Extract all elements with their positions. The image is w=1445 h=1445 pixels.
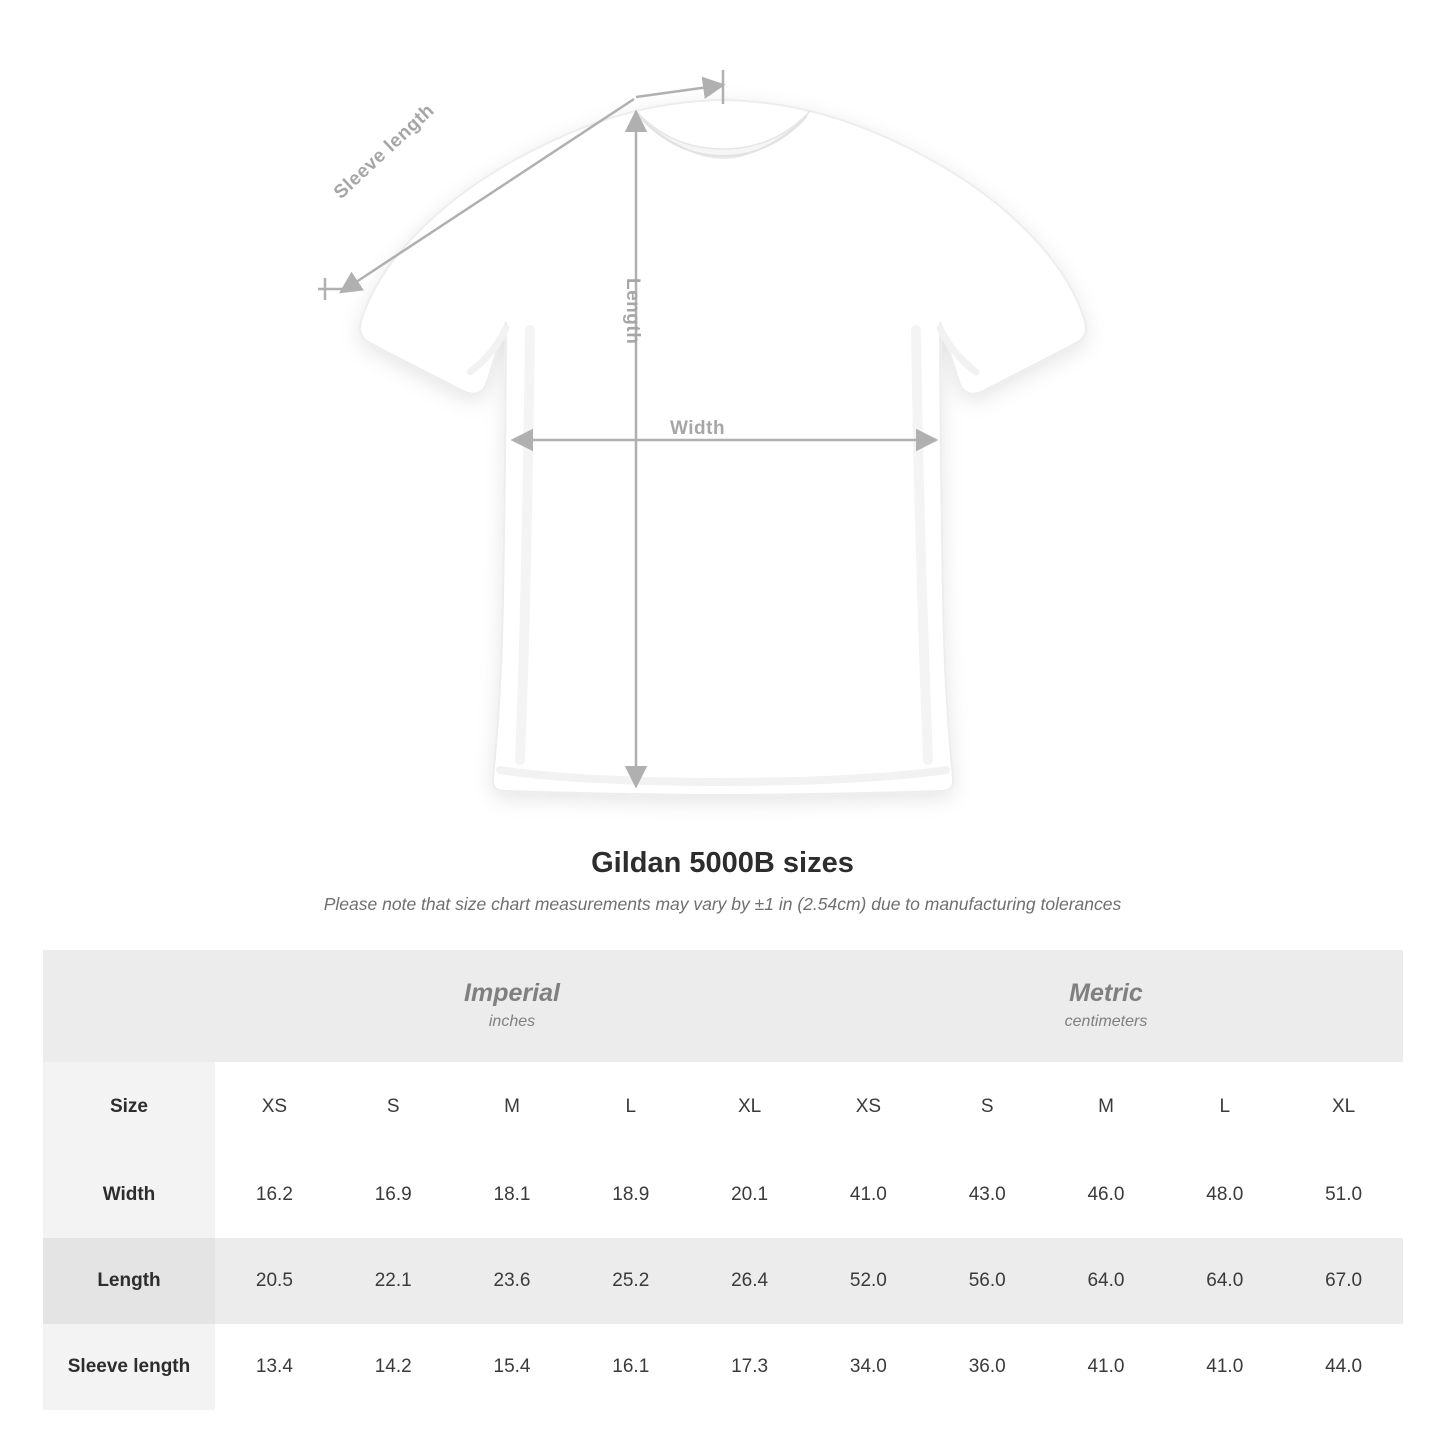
cell-length-metric-xl: 67.0 (1284, 1238, 1403, 1324)
unit-header-row (43, 950, 1403, 1062)
cell-length-metric-s: 56.0 (928, 1238, 1047, 1324)
column-header-size: Size (43, 1062, 215, 1152)
length-label: Length (622, 278, 643, 345)
cell-width-metric-s: 43.0 (928, 1152, 1047, 1238)
cell-length-metric-l: 64.0 (1165, 1238, 1284, 1324)
size-chart-table (43, 950, 1403, 1410)
cell-sleeve-metric-xs: 34.0 (809, 1324, 928, 1410)
size-header-row (43, 1062, 1403, 1152)
column-header-imperial-m: M (453, 1062, 572, 1152)
row-label-width: Width (43, 1152, 215, 1238)
cell-length-metric-xs: 52.0 (809, 1238, 928, 1324)
cell-sleeve-imperial-s: 14.2 (334, 1324, 453, 1410)
cell-sleeve-metric-l: 41.0 (1165, 1324, 1284, 1410)
cell-sleeve-metric-xl: 44.0 (1284, 1324, 1403, 1410)
page-title: Gildan 5000B sizes (591, 847, 854, 879)
column-header-imperial-l: L (571, 1062, 690, 1152)
unit-header-spacer (43, 950, 215, 1062)
cell-width-imperial-m: 18.1 (453, 1152, 572, 1238)
cell-sleeve-imperial-xs: 13.4 (215, 1324, 334, 1410)
column-header-metric-m: M (1047, 1062, 1166, 1152)
cell-length-imperial-xs: 20.5 (215, 1238, 334, 1324)
table-row (43, 1238, 1403, 1324)
unit-group-metric-name: Metric (1069, 978, 1143, 1007)
column-header-metric-xs: XS (809, 1062, 928, 1152)
cell-sleeve-imperial-l: 16.1 (571, 1324, 690, 1410)
table-row (43, 1152, 1403, 1238)
cell-length-imperial-xl: 26.4 (690, 1238, 809, 1324)
cell-length-metric-m: 64.0 (1047, 1238, 1166, 1324)
column-header-metric-s: S (928, 1062, 1047, 1152)
cell-width-imperial-s: 16.9 (334, 1152, 453, 1238)
tshirt-shape (360, 100, 1086, 795)
row-label-sleeve-length: Sleeve length (43, 1324, 215, 1410)
cell-length-imperial-s: 22.1 (334, 1238, 453, 1324)
cell-length-imperial-m: 23.6 (453, 1238, 572, 1324)
column-header-metric-l: L (1165, 1062, 1284, 1152)
cell-sleeve-metric-m: 41.0 (1047, 1324, 1166, 1410)
column-header-imperial-s: S (334, 1062, 453, 1152)
cell-width-metric-xl: 51.0 (1284, 1152, 1403, 1238)
unit-group-metric-unit: centimeters (1064, 1013, 1148, 1031)
cell-width-imperial-l: 18.9 (571, 1152, 690, 1238)
cell-sleeve-metric-s: 36.0 (928, 1324, 1047, 1410)
cell-length-imperial-l: 25.2 (571, 1238, 690, 1324)
cell-width-metric-m: 46.0 (1047, 1152, 1166, 1238)
sleeve-length-label: Sleeve length (330, 100, 439, 204)
unit-group-metric (809, 950, 1403, 1062)
unit-group-imperial (215, 950, 809, 1062)
cell-width-imperial-xs: 16.2 (215, 1152, 334, 1238)
width-label: Width (670, 418, 726, 439)
table-row (43, 1324, 1403, 1410)
cell-width-imperial-xl: 20.1 (690, 1152, 809, 1238)
unit-group-imperial-unit: inches (488, 1013, 536, 1031)
cell-width-metric-xs: 41.0 (809, 1152, 928, 1238)
column-header-metric-xl: XL (1284, 1062, 1403, 1152)
tolerance-note: Please note that size chart measurements may vary by ±1 in (2.54cm) due to manufacturing tolerances (323, 894, 1122, 914)
size-table-wrapper (43, 950, 1403, 1410)
cell-sleeve-imperial-xl: 17.3 (690, 1324, 809, 1410)
row-label-length: Length (43, 1238, 215, 1324)
unit-group-imperial-name: Imperial (464, 978, 560, 1007)
cell-width-metric-l: 48.0 (1165, 1152, 1284, 1238)
cell-sleeve-imperial-m: 15.4 (453, 1324, 572, 1410)
column-header-imperial-xs: XS (215, 1062, 334, 1152)
column-header-imperial-xl: XL (690, 1062, 809, 1152)
